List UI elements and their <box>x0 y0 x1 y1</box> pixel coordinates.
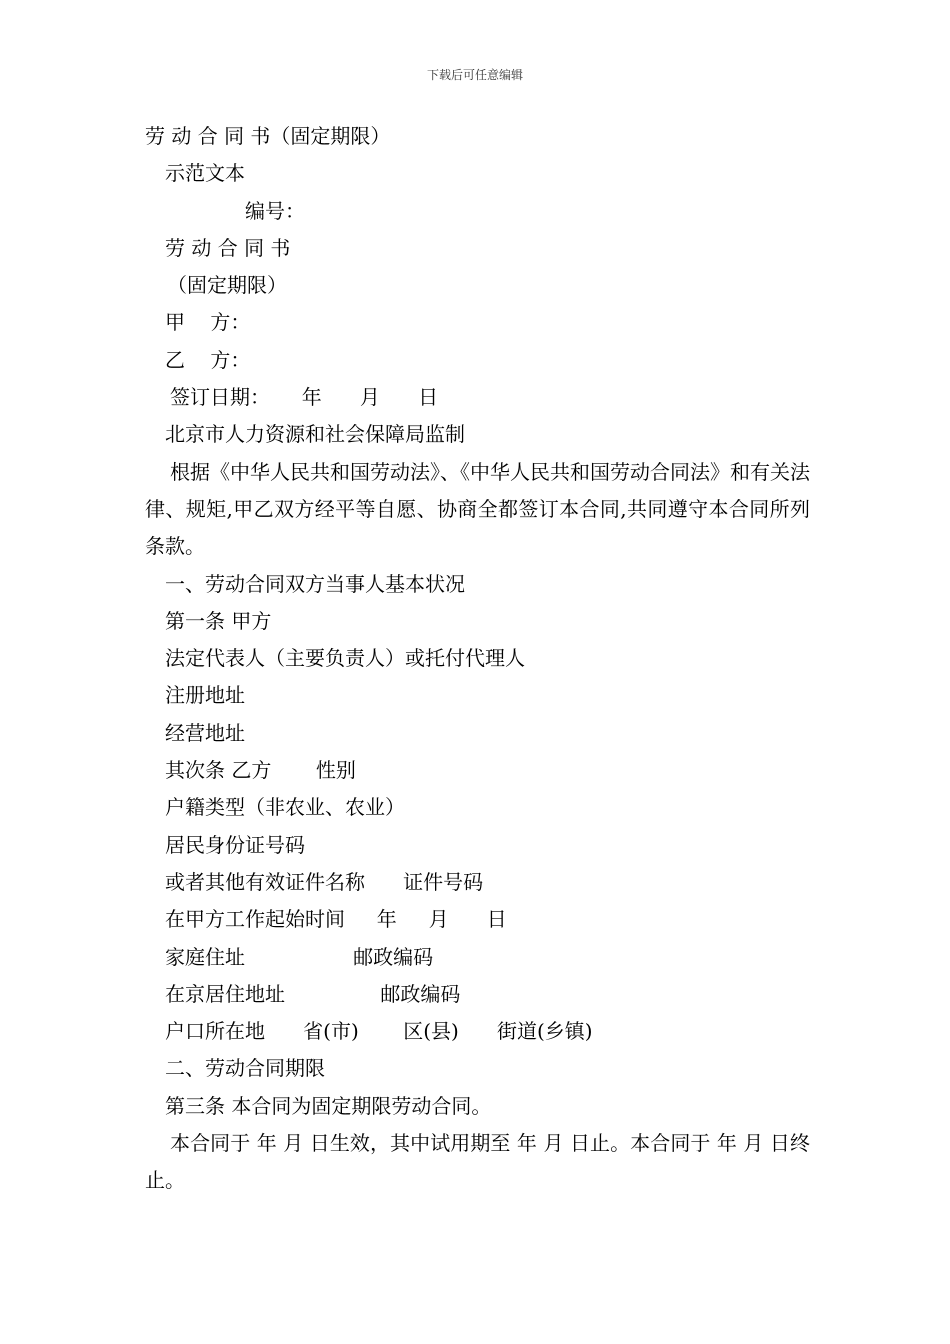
document-body <box>145 118 810 1200</box>
household-type-field: 户籍类型（非农业、农业） <box>165 795 405 820</box>
section-1-heading: 一、劳动合同双方当事人基本状况 <box>165 571 465 596</box>
article-1: 第一条 甲方 <box>165 608 272 633</box>
registered-address-field: 注册地址 <box>165 683 245 708</box>
beijing-address-field: 在京居住地址 邮政编码 <box>165 981 461 1006</box>
operating-address-field: 经营地址 <box>165 720 245 745</box>
legal-representative-field: 法定代表人（主要负责人）或托付代理人 <box>165 646 525 671</box>
term-paragraph: 本合同于 年 月 日生效，其中试用期至 年 月 日止。本合同于 年 月 日终止。 <box>145 1131 810 1193</box>
supervisor-label: 北京市人力资源和社会保障局监制 <box>165 422 465 447</box>
sample-label: 示范文本 <box>165 161 245 186</box>
party-b-label: 乙 方： <box>165 347 251 372</box>
home-address-field: 家庭住址 邮政编码 <box>165 944 434 969</box>
sign-date-label: 签订日期： 年 月 日 <box>170 385 439 410</box>
start-work-field: 在甲方工作起始时间 年 月 日 <box>165 907 507 932</box>
party-a-label: 甲 方： <box>165 310 251 335</box>
section-2-heading: 二、劳动合同期限 <box>165 1056 325 1081</box>
page-header-note: 下载后可任意编辑 <box>426 68 523 82</box>
preamble-paragraph: 根据《中华人民共和国劳动法》、《中华人民共和国劳动合同法》和有关法律、规矩,甲乙双方经平等自愿、协商全都签订本合同,共同遵守本合同所列条款。 <box>145 459 810 559</box>
id-number-field: 居民身份证号码 <box>165 832 305 857</box>
number-label: 编号： <box>245 198 305 223</box>
article-3: 第三条 本合同为固定期限劳动合同。 <box>165 1093 492 1118</box>
hukou-field: 户口所在地 省(市) 区(县) 街道(乡镇) <box>165 1019 593 1044</box>
cover-subtitle: （固定期限） <box>167 273 287 298</box>
article-2: 其次条 乙方 性别 <box>165 758 356 783</box>
cover-title: 劳 动 合 同 书 <box>165 235 291 260</box>
document-title: 劳 动 合 同 书（固定期限） <box>145 124 391 148</box>
other-id-field: 或者其他有效证件名称 证件号码 <box>165 869 484 894</box>
